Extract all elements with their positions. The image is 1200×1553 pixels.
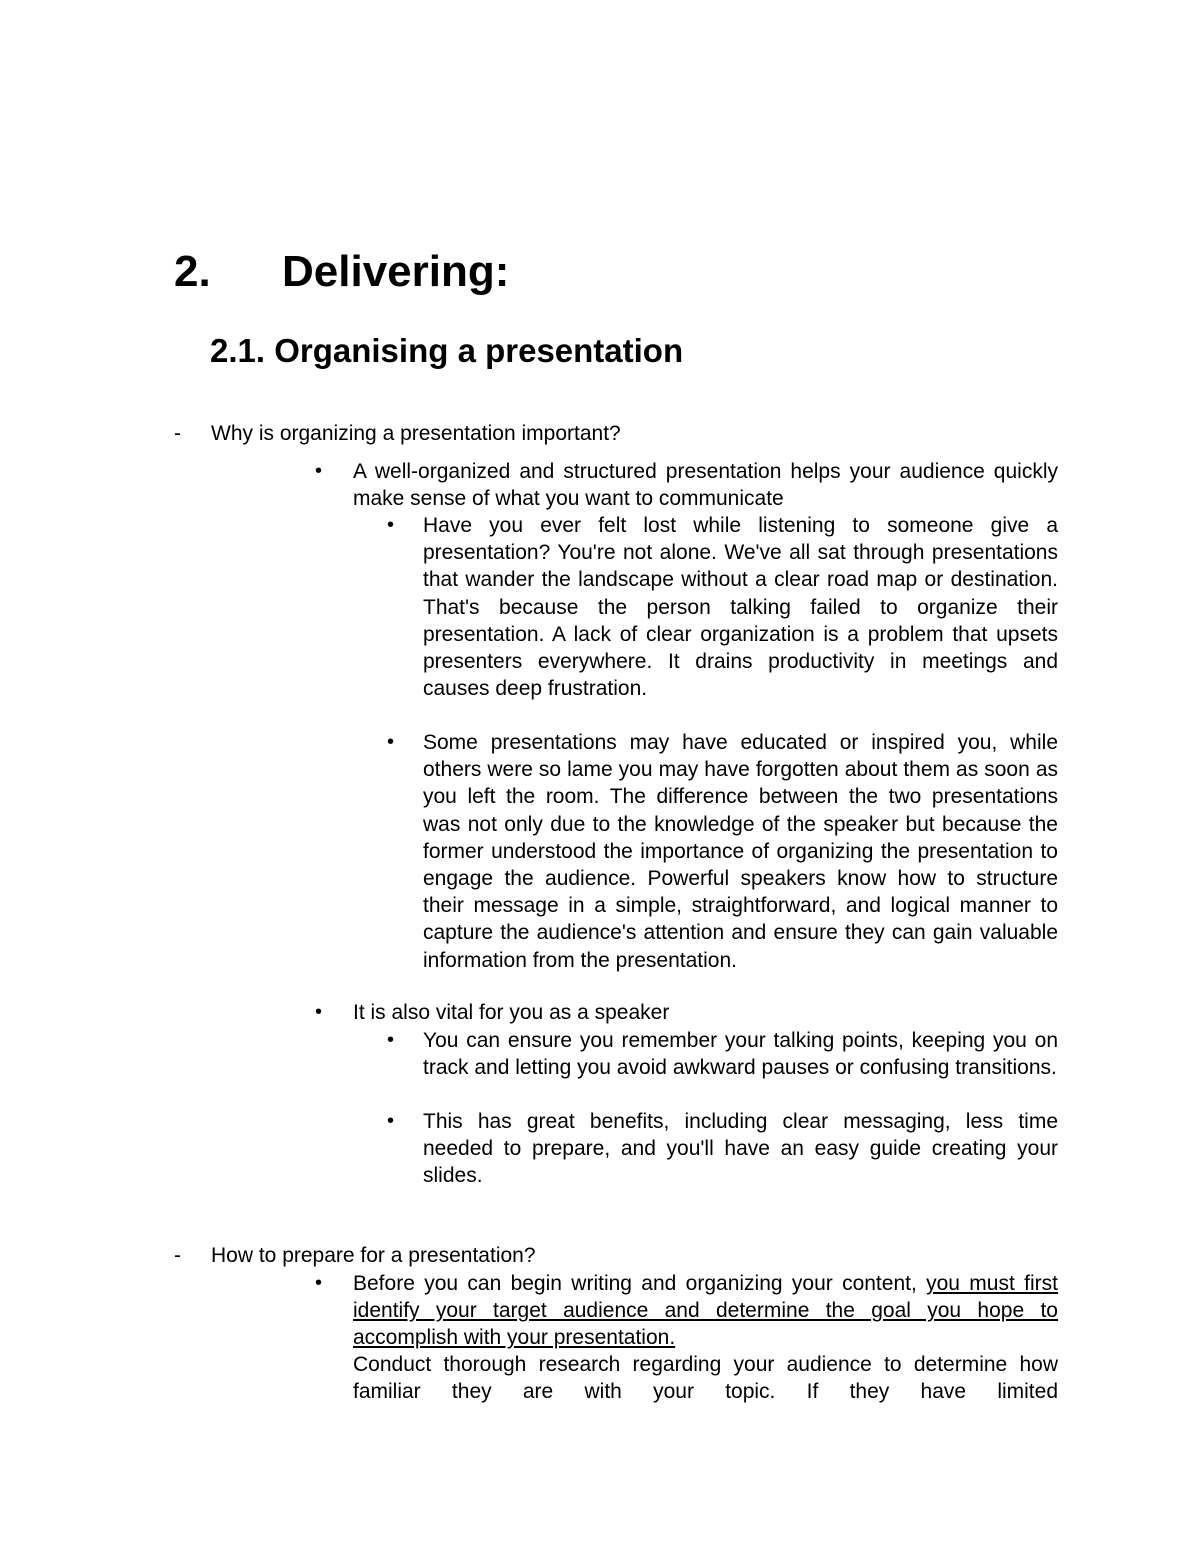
list-item (315, 999, 1058, 1026)
list-item-text: Some presentations may have educated or inspired you, while others were so lame you may have forgotten about them as soon as you left the room. The difference between the two presentations was not only due to the knowledge of the speaker but because the former understood the importance of organizing the presentation to engage the audience. Powerful speakers know how to structure their message in a simple, straightforward, and logical manner to capture the audience's attention and ensure they can gain valuable information from the presentation. (423, 731, 1058, 972)
list-item (387, 729, 1058, 974)
section-title: Delivering: (282, 247, 510, 296)
bullet-icon: • (387, 1029, 395, 1051)
question-text: How to prepare for a presentation? (211, 1244, 536, 1267)
list-item (315, 1270, 1058, 1352)
list-item-text: It is also vital for you as a speaker (353, 1001, 670, 1024)
bullet-icon: • (315, 1001, 323, 1023)
bullet-icon: • (387, 731, 395, 753)
bullet-icon: • (315, 460, 323, 482)
list-item-text: You can ensure you remember your talking points, keeping you on track and letting you avoid awkward pauses or confusing transitions. (423, 1029, 1058, 1080)
question-text: Why is organizing a presentation important? (211, 422, 621, 445)
list-item (387, 1027, 1058, 1081)
list-item-text: Before you can begin writing and organizing your content, (353, 1272, 927, 1295)
underlined-text: you must first identify your target audience and determine the goal you hope to accomplish with your presentation. (353, 1272, 1058, 1350)
bullet-icon: • (315, 1272, 323, 1294)
dash-marker: - (174, 422, 181, 445)
section-number: 2. (174, 247, 211, 296)
dash-marker: - (174, 1244, 181, 1267)
subsection-heading: 2.1. Organising a presentation (210, 332, 684, 369)
list-item (387, 512, 1058, 702)
list-item-text: Have you ever felt lost while listening to someone give a presentation? You're not alone. We've all sat through presentations that wander the landscape without a clear road map or destination. That's because the person talking failed to organize their presentation. A lack of clear organization is a problem that upsets presenters everywhere. It drains productivity in meetings and causes deep frustration. (423, 514, 1058, 701)
paragraph: Conduct thorough research regarding your audience to determine how familiar they are with your topic. If they have limited (353, 1353, 1058, 1404)
list-item (387, 1108, 1058, 1190)
bullet-icon: • (387, 1110, 395, 1132)
list-item-text: This has great benefits, including clear messaging, less time needed to prepare, and you'll have an easy guide creating your slides. (423, 1110, 1058, 1188)
question-how-prepare (174, 1242, 536, 1269)
question-why-organize (174, 420, 621, 447)
list-item-text: A well-organized and structured presentation helps your audience quickly make sense of what you want to communicate (353, 460, 1058, 511)
section-heading (174, 246, 509, 298)
list-item (315, 458, 1058, 512)
bullet-icon: • (387, 514, 395, 536)
